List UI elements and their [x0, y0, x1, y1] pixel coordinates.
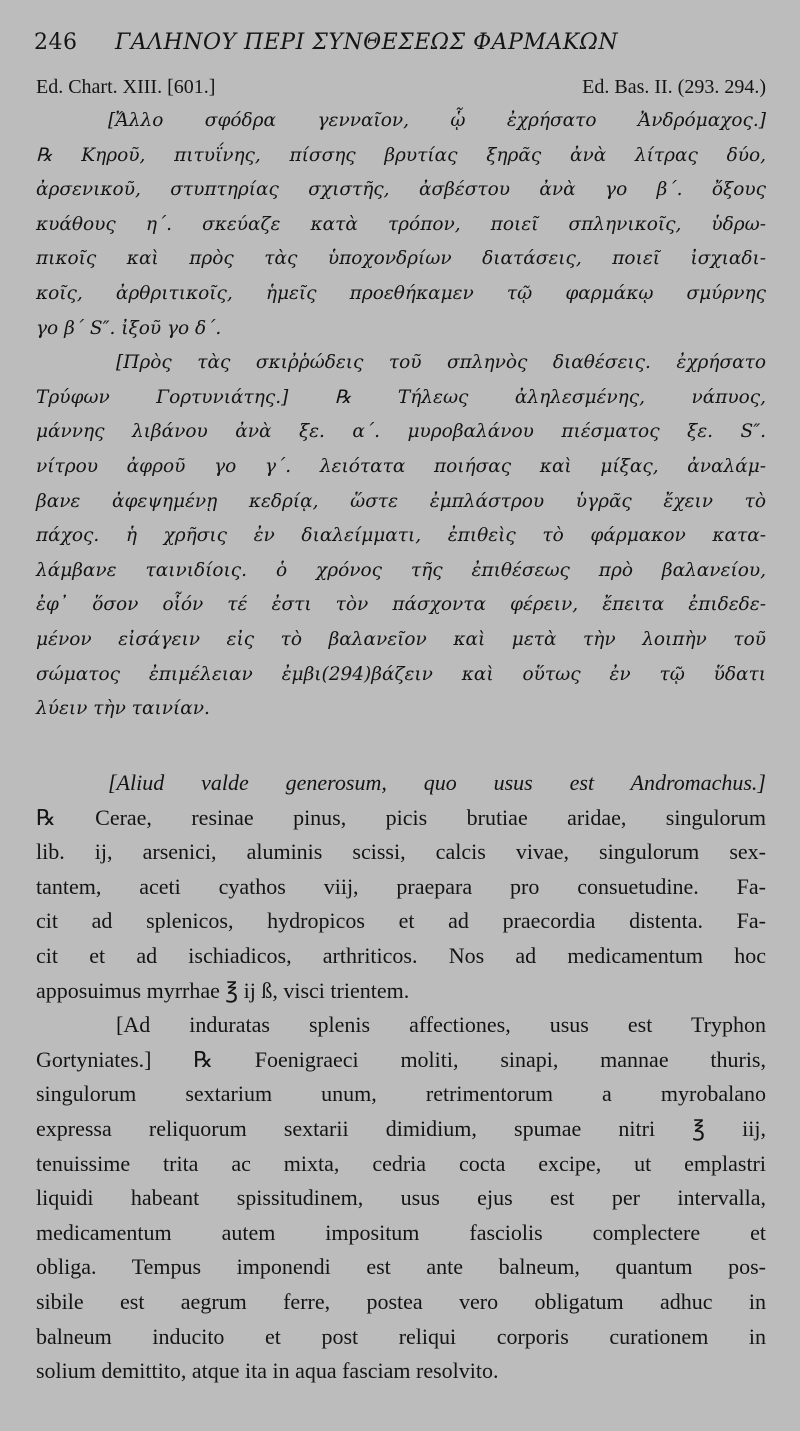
latin-line: tenuissime trita ac mixta, cedria cocta excipe, ut emplastri [36, 1150, 766, 1176]
greek-line: λάμβανε ταινιδίοις. ὁ χρόνος τῆς ἐπιθέσεως πρὸ βαλανείου, [36, 559, 766, 581]
latin-line: cit et ad ischiadicos, arthriticos. Nos ad medicamentum hoc [36, 942, 766, 968]
latin-line: sibile est aegrum ferre, postea vero obligatum adhuc in [36, 1288, 766, 1314]
latin-line: tantem, aceti cyathos viij, praepara pro consuetudine. Fa- [36, 873, 766, 899]
greek-line: [Ἄλλο σφόδρα γενναῖον, ᾧ ἐχρήσατο Ἀνδρόμαχος.] [108, 110, 766, 131]
running-title: ΓΑΛΗΝΟΥ ΠΕΡΙ ΣΥΝΘΕΣΕΩΣ ΦΑΡΜΑΚΩΝ [115, 30, 619, 55]
greek-line: βανε ἀφεψημένῃ κεδρίᾳ, ὥστε ἐμπλάστρου ὑγρᾶς ἔχειν τὸ [36, 490, 766, 512]
latin-line: [Ad induratas splenis affectiones, usus est Tryphon [116, 1012, 766, 1038]
latin-line: Gortyniates.] ℞ Foenigraeci moliti, sinapi, mannae thuris, [36, 1046, 766, 1072]
latin-line: balneum inducito et post reliqui corporis curationem in [36, 1323, 766, 1349]
greek-line: ℞ Κηροῦ, πιτυΐνης, πίσσης βρυτίας ξηρᾶς ἀνὰ λίτρας δύο, [36, 144, 766, 166]
greek-line: λύειν τὴν ταινίαν. [36, 698, 210, 720]
latin-line: cit ad splenicos, hydropicos et ad praecordia distenta. Fa- [36, 908, 766, 934]
greek-line: μένον εἰσάγειν εἰς τὸ βαλανεῖον καὶ μετὰ τὴν λοιπὴν τοῦ [36, 628, 766, 650]
latin-line: singulorum sextarium unum, retrimentorum a myrobalano [36, 1081, 766, 1107]
greek-line: κοῖς, ἀρθριτικοῖς, ἡμεῖς προεθήκαμεν τῷ φαρμάκῳ σμύρνης [36, 282, 766, 304]
greek-line: γο β΄ S″. ἰξοῦ γο δ΄. [36, 317, 222, 339]
running-header [34, 30, 774, 55]
greek-line: κυάθους η΄. σκεύαζε κατὰ τρόπον, ποιεῖ σπληνικοῖς, ὑδρω- [36, 213, 766, 235]
latin-line: apposuimus myrrhae ℥ ij ß, visci trientem. [36, 977, 410, 1003]
page-number: 246 [34, 30, 78, 55]
latin-line: expressa reliquorum sextarii dimidium, spumae nitri ℥ iij, [36, 1115, 766, 1141]
latin-line: solium demittito, atque ita in aqua fasciam resolvito. [36, 1358, 499, 1384]
greek-line: σώματος ἐπιμέλειαν ἐμβι(294)βάζειν καὶ οὕτως ἐν τῷ ὕδατι [36, 663, 766, 685]
edition-reference-left: Ed. Chart. XIII. [601.] [36, 76, 216, 98]
edition-reference-line [36, 76, 766, 99]
latin-line: liquidi habeant spissitudinem, usus ejus est per intervalla, [36, 1185, 766, 1211]
greek-line: Τρύφων Γορτυνιάτης.] ℞ Τήλεως ἀληλεσμένης, νάπυος, [36, 386, 766, 408]
greek-line: μάννης λιβάνου ἀνὰ ξε. α΄. μυροβαλάνου πιέσματος ξε. S″. [36, 421, 766, 443]
latin-line: ℞ Cerae, resinae pinus, picis brutiae aridae, singulorum [36, 804, 766, 830]
greek-line: ἀρσενικοῦ, στυπτηρίας σχιστῆς, ἀσβέστου ἀνὰ γο β΄. ὄξους [36, 179, 766, 201]
greek-line: ἐφ᾽ ὅσον οἷόν τέ ἐστι τὸν πάσχοντα φέρειν, ἔπειτα ἐπιδεδε- [36, 594, 766, 616]
latin-line: lib. ij, arsenici, aluminis scissi, calcis vivae, singulorum sex- [36, 839, 766, 865]
latin-line: obliga. Tempus imponendi est ante balneum, quantum pos- [36, 1254, 766, 1280]
latin-line: medicamentum autem impositum fasciolis complectere et [36, 1219, 766, 1245]
latin-line: [Aliud valde generosum, quo usus est Andromachus.] [108, 770, 766, 795]
greek-line: πάχος. ἡ χρῆσις ἐν διαλείμματι, ἐπιθεὶς τὸ φάρμακον κατα- [36, 525, 766, 547]
greek-line: πικοῖς καὶ πρὸς τὰς ὑποχονδρίων διατάσεις, ποιεῖ ἰσχιαδι- [36, 248, 766, 270]
latin-text-block [36, 766, 766, 1389]
greek-text-block [36, 104, 766, 727]
edition-reference-right: Ed. Bas. II. (293. 294.) [582, 76, 766, 98]
greek-line: νίτρου ἀφροῦ γο γ΄. λειότατα ποιήσας καὶ μίξας, ἀναλάμ- [36, 455, 766, 477]
greek-line: [Πρὸς τὰς σκιῤῥώδεις τοῦ σπληνὸς διαθέσεις. ἐχρήσατο [116, 352, 766, 374]
